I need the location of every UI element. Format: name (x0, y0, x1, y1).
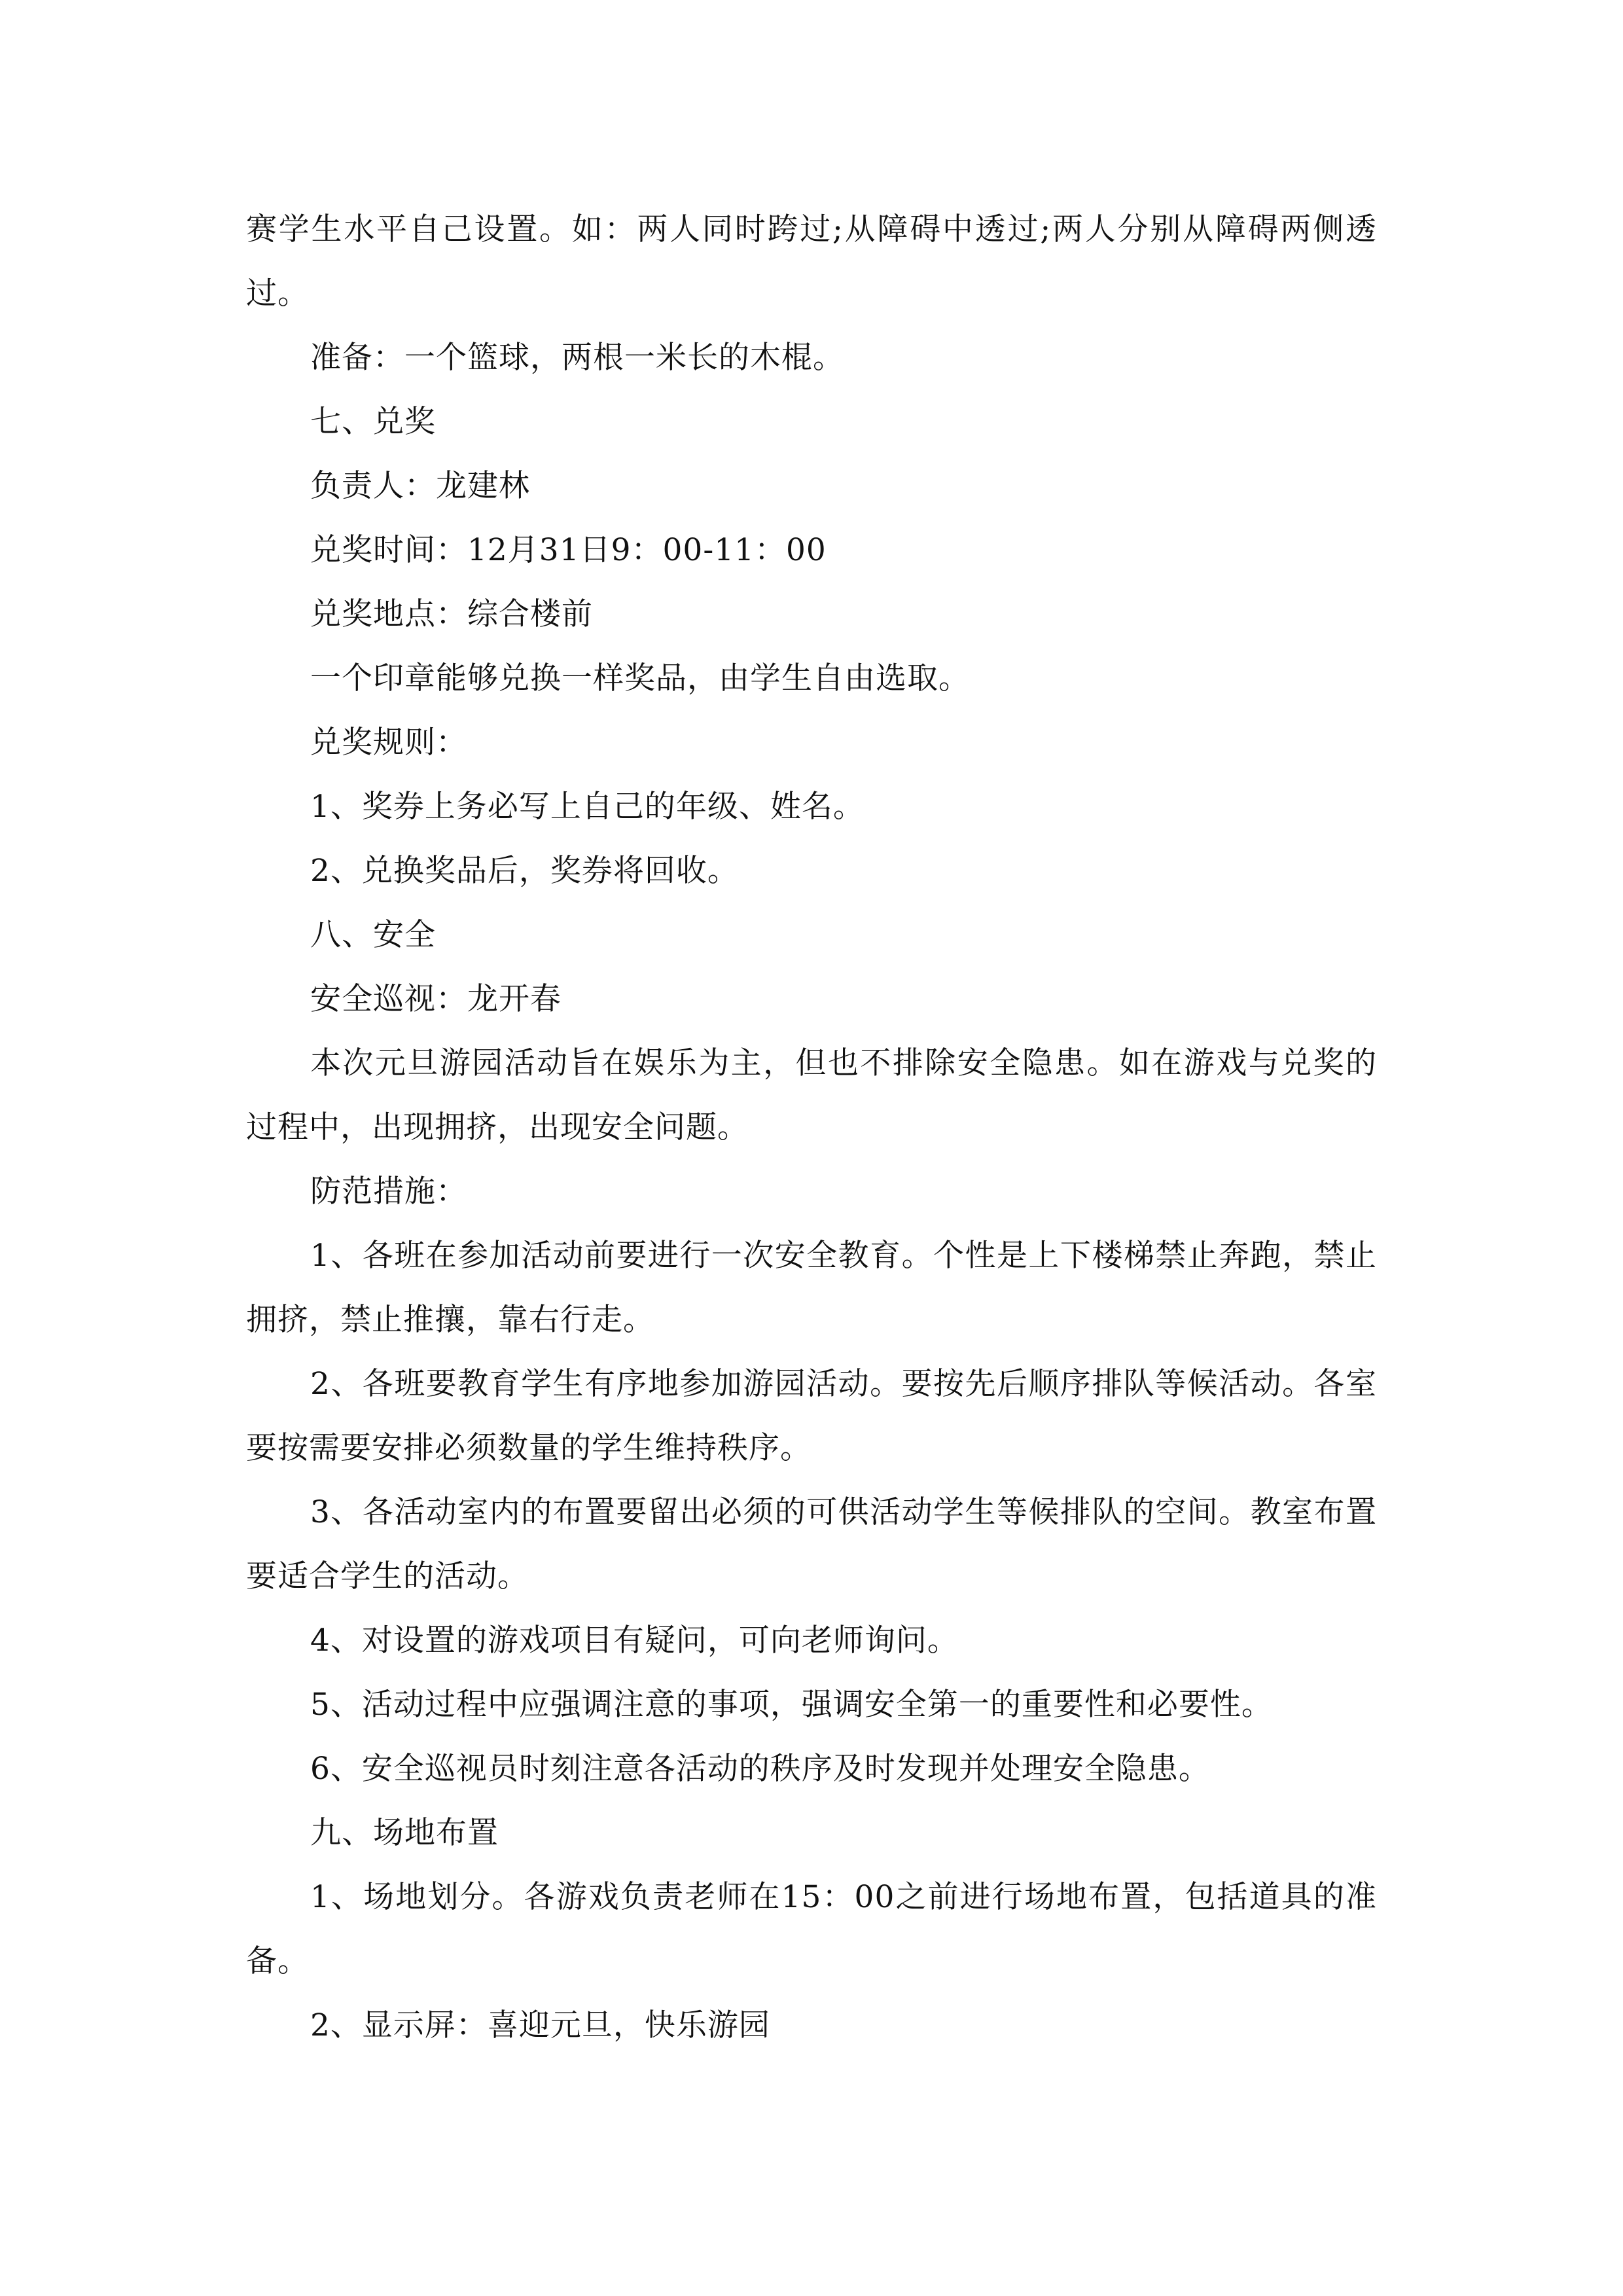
section-heading: 七、兑奖 (310, 404, 436, 440)
paragraph: 赛学生水平自己设置。如：两人同时跨过;从障碍中透过;两人分别从障碍两侧透过。 (246, 211, 1377, 312)
list-item: 5、活动过程中应强调注意的事项，强调安全第一的重要性和必要性。 (310, 1687, 1273, 1723)
section-heading: 九、场地布置 (310, 1815, 499, 1851)
paragraph: 安全巡视：龙开春 (310, 981, 562, 1017)
paragraph: 防范措施： (310, 1174, 467, 1210)
paragraph: 兑奖地点：综合楼前 (310, 596, 593, 632)
list-item: 6、安全巡视员时刻注意各活动的秩序及时发现并处理安全隐患。 (310, 1751, 1210, 1787)
list-item: 2、兑换奖品后，奖券将回收。 (310, 853, 739, 889)
section-heading: 八、安全 (310, 917, 436, 953)
paragraph: 准备：一个篮球，两根一米长的木棍。 (310, 340, 844, 376)
paragraph: 负责人：龙建林 (310, 468, 530, 504)
paragraph: 本次元旦游园活动旨在娱乐为主，但也不排除安全隐患。如在游戏与兑奖的过程中，出现拥挤，出现安全问题。 (246, 1045, 1377, 1145)
paragraph: 兑奖时间：12月31日9：00-11：00 (310, 532, 827, 568)
list-item: 2、显示屏：喜迎元旦，快乐游园 (310, 2007, 770, 2043)
list-item: 3、各活动室内的布置要留出必须的可供活动学生等候排队的空间。教室布置要适合学生的活动。 (246, 1494, 1377, 1594)
list-item: 1、各班在参加活动前要进行一次安全教育。个性是上下楼梯禁止奔跑，禁止拥挤，禁止推攘，靠右行走。 (246, 1238, 1377, 1338)
paragraph: 兑奖规则： (310, 725, 467, 761)
list-item: 2、各班要教育学生有序地参加游园活动。要按先后顺序排队等候活动。各室要按需要安排必须数量的学生维持秩序。 (246, 1366, 1377, 1466)
list-item: 1、场地划分。各游戏负责老师在15：00之前进行场地布置，包括道具的准备。 (246, 1879, 1377, 1979)
list-item: 1、奖券上务必写上自己的年级、姓名。 (310, 789, 865, 825)
paragraph: 一个印章能够兑换一样奖品，由学生自由选取。 (310, 660, 970, 696)
document-body (246, 198, 1377, 2058)
list-item: 4、对设置的游戏项目有疑问，可向老师询问。 (310, 1623, 959, 1659)
